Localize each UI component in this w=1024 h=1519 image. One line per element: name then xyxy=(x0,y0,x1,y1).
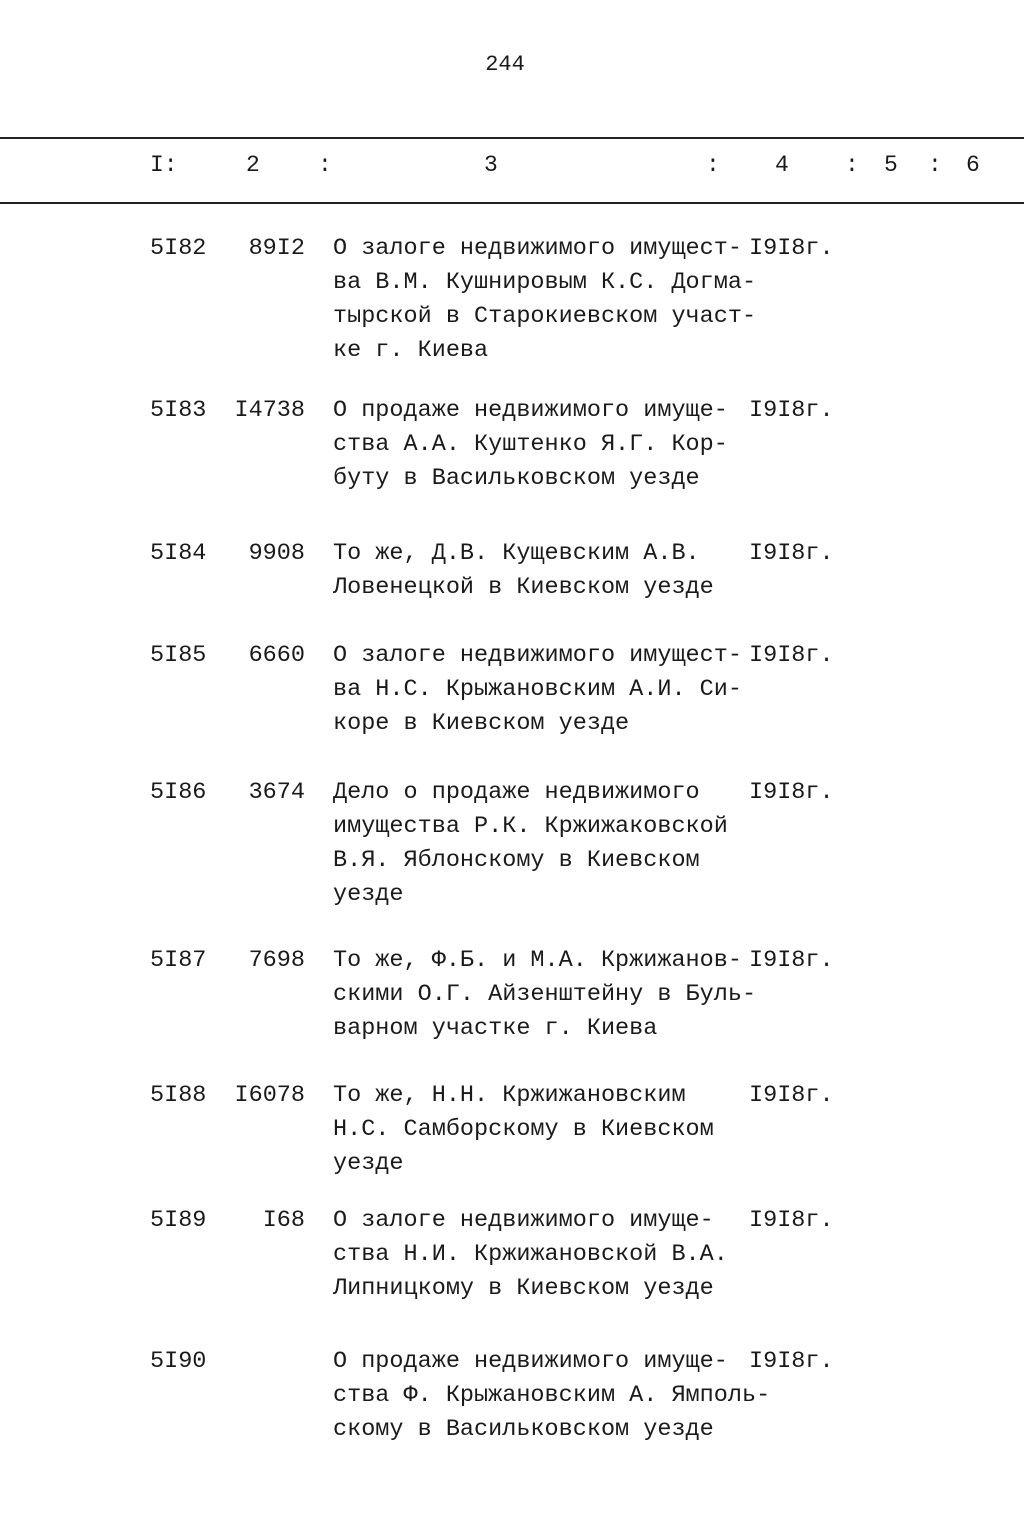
title-line: скому в Васильковском уезде xyxy=(333,1416,714,1443)
file-number: I4738 xyxy=(234,397,305,424)
title-line: варном участке г. Киева xyxy=(333,1015,658,1042)
title-line: ва Н.С. Крыжановским А.И. Си- xyxy=(333,676,742,703)
item-year: I9I8г. xyxy=(749,642,834,669)
title-line: коре в Киевском уезде xyxy=(333,710,630,737)
header-bottom-rule xyxy=(0,202,1024,204)
title-line: ства А.А. Куштенко Я.Г. Кор- xyxy=(333,431,728,458)
item-title xyxy=(333,944,756,1046)
file-number: 7698 xyxy=(248,947,305,974)
col-5-header: 5 xyxy=(884,152,898,178)
col-separator: : xyxy=(845,152,859,178)
item-number: 5I87 xyxy=(150,947,207,974)
title-line: О продаже недвижимого имуще- xyxy=(333,1348,728,1375)
col-separator: : xyxy=(706,152,720,178)
title-line: имущества Р.К. Кржижаковской xyxy=(333,813,728,840)
item-number: 5I89 xyxy=(150,1207,207,1234)
title-line: Ловенецкой в Киевском уезде xyxy=(333,574,714,601)
item-year: I9I8г. xyxy=(749,1082,834,1109)
col-separator: : xyxy=(318,152,332,178)
file-number: 6660 xyxy=(248,642,305,669)
item-year: I9I8г. xyxy=(749,1348,834,1375)
title-line: буту в Васильковском уезде xyxy=(333,465,700,492)
title-line: ва В.М. Кушнировым К.С. Догма- xyxy=(333,269,757,296)
item-number: 5I90 xyxy=(150,1348,207,1375)
item-year: I9I8г. xyxy=(749,1207,834,1234)
title-line: Дело о продаже недвижимого xyxy=(333,779,700,806)
item-title xyxy=(333,776,728,912)
title-line: ке г. Киева xyxy=(333,337,489,364)
col-4-header: 4 xyxy=(775,152,789,178)
item-year: I9I8г. xyxy=(749,947,834,974)
item-number: 5I85 xyxy=(150,642,207,669)
title-line: уезде xyxy=(333,881,404,908)
file-number: 89I2 xyxy=(248,235,305,262)
title-line: То же, Ф.Б. и М.А. Кржижанов- xyxy=(333,947,742,974)
title-line: уезде xyxy=(333,1150,404,1177)
col-3-header: 3 xyxy=(484,152,498,178)
title-line: В.Я. Яблонскому в Киевском xyxy=(333,847,700,874)
item-title xyxy=(333,1204,728,1306)
title-line: О залоге недвижимого имущест- xyxy=(333,235,742,262)
title-line: О продаже недвижимого имуще- xyxy=(333,397,728,424)
title-line: То же, Д.В. Кущевским А.В. xyxy=(333,540,700,567)
item-number: 5I83 xyxy=(150,397,207,424)
title-line: Липницкому в Киевском уезде xyxy=(333,1275,714,1302)
item-number: 5I86 xyxy=(150,779,207,806)
title-line: То же, Н.Н. Кржижановским xyxy=(333,1082,686,1109)
item-number: 5I82 xyxy=(150,235,207,262)
item-year: I9I8г. xyxy=(749,235,834,262)
file-number: I6078 xyxy=(234,1082,305,1109)
item-title xyxy=(333,232,756,368)
col-1-header: I: xyxy=(150,152,178,178)
file-number: 9908 xyxy=(248,540,305,567)
col-separator: : xyxy=(928,152,942,178)
item-title xyxy=(333,639,742,741)
title-line: О залоге недвижимого имуще- xyxy=(333,1207,714,1234)
title-line: Н.С. Самборскому в Киевском xyxy=(333,1116,714,1143)
item-title xyxy=(333,537,714,605)
title-line: ства Ф. Крыжановским А. Ямполь- xyxy=(333,1382,771,1409)
header-top-rule xyxy=(0,137,1024,139)
item-year: I9I8г. xyxy=(749,779,834,806)
item-title xyxy=(333,1345,770,1447)
col-2-header: 2 xyxy=(246,152,260,178)
item-number: 5I88 xyxy=(150,1082,207,1109)
title-line: О залоге недвижимого имущест- xyxy=(333,642,742,669)
col-6-header: 6 xyxy=(966,152,980,178)
title-line: ства Н.И. Кржижановской В.А. xyxy=(333,1241,728,1268)
item-number: 5I84 xyxy=(150,540,207,567)
title-line: тырской в Старокиевском участ- xyxy=(333,303,757,330)
file-number: I68 xyxy=(262,1207,305,1234)
title-line: скими О.Г. Айзенштейну в Буль- xyxy=(333,981,757,1008)
item-year: I9I8г. xyxy=(749,397,834,424)
item-year: I9I8г. xyxy=(749,540,834,567)
page-number: 244 xyxy=(485,52,525,77)
file-number: 3674 xyxy=(248,779,305,806)
item-title xyxy=(333,394,728,496)
item-title xyxy=(333,1079,714,1181)
